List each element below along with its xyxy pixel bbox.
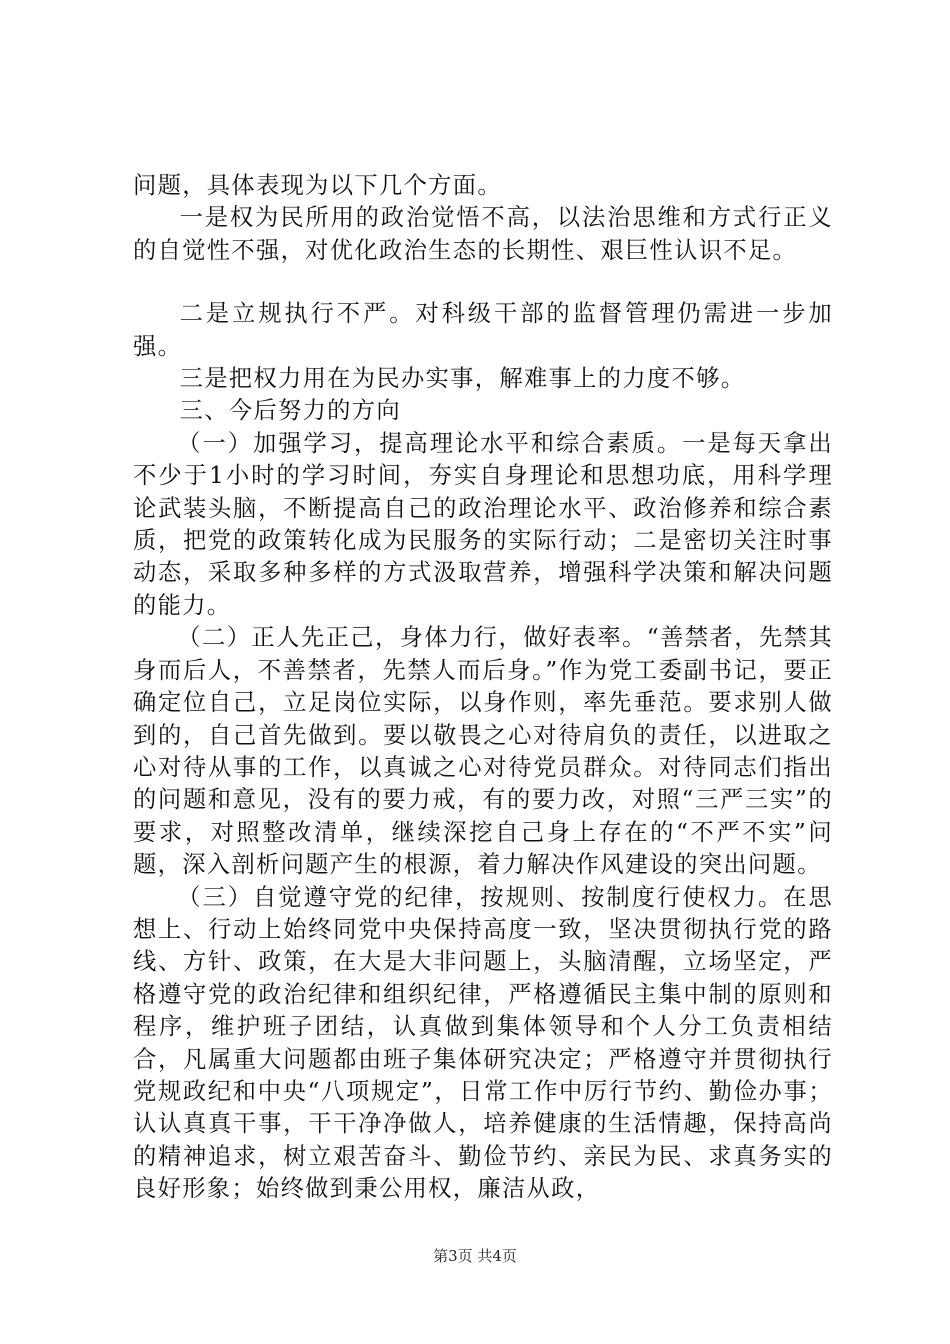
paragraph-issue-two: 二是立规执行不严。对科级干部的监督管理仍需进一步加强。	[133, 300, 833, 360]
document-body	[133, 170, 833, 1206]
paragraph-item-three-discipline: （三）自觉遵守党的纪律，按规则、按制度行使权力。在思想上、行动上始终同党中央保持高度一致，坚决贯彻执行党的路线、方针、政策，在大是大非问题上，头脑清醒，立场坚定，严格遵守党的政治纪律和组织纪律，严格遵循民主集中制的原则和程序，维护班子团结，认真做到集体领导和个人分工负责相结合，凡属重大问题都由班子集体研究决定；严格遵守并贯彻执行党规政纪和中央“八项规定”，日常工作中厉行节约、勤俭办事；认认真真干事，干干净净做人，培养健康的生活情趣，保持高尚的精神追求，树立艰苦奋斗、勤俭节约、亲民为民、求真务实的良好形象；始终做到秉公用权，廉洁从政，	[133, 883, 833, 1203]
paragraph-item-two-example: （二）正人先正己，身体力行，做好表率。“善禁者，先禁其身而后人，不善禁者，先禁人而后身。”作为党工委副书记，要正确定位自己，立足岗位实际，以身作则，率先垂范。要求别人做到的，自己首先做到。要以敬畏之心对待肩负的责任，以进取之心对待从事的工作，以真诚之心对待党员群众。对待同志们指出的问题和意见，没有的要力戒，有的要力改，对照“三严三实”的要求，对照整改清单，继续深挖自己身上存在的“不严不实”问题，深入剖析问题产生的根源，着力解决作风建设的突出问题。	[133, 624, 833, 879]
page-number-footer: 第3页 共4页	[433, 1247, 517, 1265]
section-heading-future-direction: 三、今后努力的方向	[179, 397, 401, 425]
paragraph-item-one-study: （一）加强学习，提高理论水平和综合素质。一是每天拿出不少于1小时的学习时间，夯实自身理论和思想功底，用科学理论武装头脑，不断提高自己的政治理论水平、政治修养和综合素质，把党的政策转化成为民服务的实际行动；二是密切关注时事动态，采取多种多样的方式汲取营养，增强科学决策和解决问题的能力。	[133, 429, 833, 619]
paragraph-issue-one: 一是权为民所用的政治觉悟不高，以法治思维和方式行正义的自觉性不强，对优化政治生态的长期性、艰巨性认识不足。	[133, 204, 833, 264]
paragraph-continuation: 问题，具体表现为以下几个方面。	[133, 172, 502, 199]
paragraph-issue-three: 三是把权力用在为民办实事，解难事上的力度不够。	[179, 365, 746, 393]
